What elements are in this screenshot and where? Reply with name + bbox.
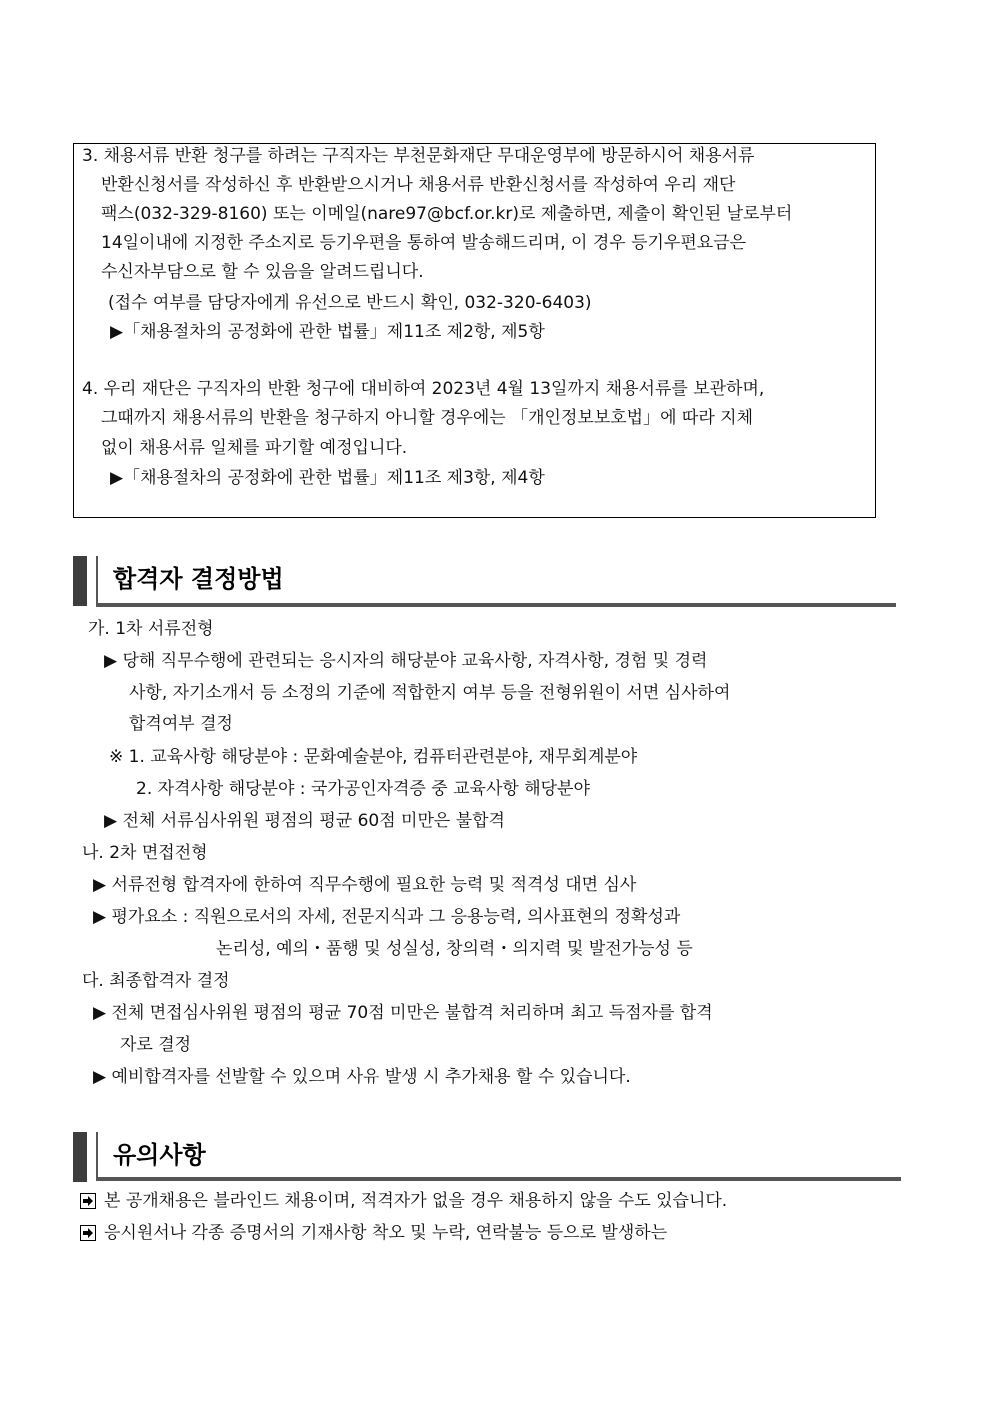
- final-criteria-line-1: ▶ 전체 면접심사위원 평점의 평균 70점 미만은 불합격 처리하며 최고 득점자를 합격: [93, 1003, 713, 1023]
- boxed-arrow-icon: [80, 1225, 96, 1241]
- section-divider: [96, 556, 98, 606]
- final-heading: 다. 최종합격자 결정: [82, 971, 230, 991]
- item4-line-2: 그때까지 채용서류의 반환을 청구하지 아니할 경우에는 「개인정보보호법」에 따라 지체: [101, 408, 753, 428]
- stage-1-note-2: 2. 자격사항 해당분야 : 국가공인자격증 중 교육사항 해당분야: [136, 779, 590, 799]
- final-criteria-line-2: 자로 결정: [120, 1035, 192, 1055]
- item3-line-1: 3. 채용서류 반환 청구를 하려는 구직자는 부천문화재단 무대운영부에 방문하시어 채용서류: [82, 146, 755, 166]
- item3-line-4: 14일이내에 지정한 주소지로 등기우편을 통하여 발송해드리며, 이 경우 등기우편요금은: [101, 233, 747, 253]
- section-underline: [96, 1177, 901, 1181]
- section-divider: [96, 1132, 98, 1180]
- notice-box: [73, 143, 876, 518]
- stage-1-heading: 가. 1차 서류전형: [88, 619, 214, 639]
- item3-line-3: 팩스(032-329-8160) 또는 이메일(nare97@bcf.or.kr)로 제출하면, 제출이 확인된 날로부터: [101, 204, 793, 224]
- item4-law-reference: ▶「채용절차의 공정화에 관한 법률」제11조 제3항, 제4항: [110, 468, 545, 488]
- final-reserve: ▶ 예비합격자를 선발할 수 있으며 사유 발생 시 추가채용 할 수 있습니다.: [93, 1067, 631, 1087]
- note-item-1: 본 공개채용은 블라인드 채용이며, 적격자가 없을 경우 채용하지 않을 수도 있습니다.: [104, 1191, 728, 1211]
- stage-1-cutoff: ▶ 전체 서류심사위원 평점의 평균 60점 미만은 불합격: [104, 811, 505, 831]
- stage-2-criteria: ▶ 서류전형 합격자에 한하여 직무수행에 필요한 능력 및 적격성 대면 심사: [93, 875, 637, 895]
- stage-2-heading: 나. 2차 면접전형: [82, 843, 208, 863]
- item3-law-reference: ▶「채용절차의 공정화에 관한 법률」제11조 제2항, 제5항: [110, 322, 545, 342]
- item3-line-2: 반환신청서를 작성하신 후 반환받으시거나 채용서류 반환신청서를 작성하여 우리 재단: [101, 175, 736, 195]
- section-marker-bar: [73, 556, 87, 606]
- stage-2-factors-line-2: 논리성, 예의・품행 및 성실성, 창의력・의지력 및 발전가능성 등: [216, 939, 693, 959]
- stage-2-factors-line-1: ▶ 평가요소 : 직원으로서의 자세, 전문지식과 그 응용능력, 의사표현의 정확성과: [93, 907, 681, 927]
- item4-line-1: 4. 우리 재단은 구직자의 반환 청구에 대비하여 2023년 4월 13일까지 채용서류를 보관하며,: [82, 379, 765, 399]
- note-item-2: 응시원서나 각종 증명서의 기재사항 착오 및 누락, 연락불능 등으로 발생하는: [104, 1223, 668, 1243]
- section-title-notes: 유의사항: [113, 1141, 206, 1169]
- section-underline: [96, 603, 896, 607]
- stage-1-criteria-line-1: ▶ 당해 직무수행에 관련되는 응시자의 해당분야 교육사항, 자격사항, 경험 및 경력: [104, 651, 708, 671]
- section-title-selection: 합격자 결정방법: [113, 565, 284, 593]
- item4-line-3: 없이 채용서류 일체를 파기할 예정입니다.: [101, 438, 408, 458]
- item3-line-5: 수신자부담으로 할 수 있음을 알려드립니다.: [101, 262, 424, 282]
- boxed-arrow-icon: [80, 1193, 96, 1209]
- stage-1-criteria-line-2: 사항, 자기소개서 등 소정의 기준에 적합한지 여부 등을 전형위원이 서면 심사하여: [129, 683, 731, 703]
- section-marker-bar: [73, 1132, 87, 1182]
- item3-contact: (접수 여부를 담당자에게 유선으로 반드시 확인, 032-320-6403): [108, 293, 592, 313]
- stage-1-criteria-line-3: 합격여부 결정: [129, 714, 233, 734]
- stage-1-note-1: ※ 1. 교육사항 해당분야 : 문화예술분야, 컴퓨터관련분야, 재무회계분야: [109, 747, 638, 767]
